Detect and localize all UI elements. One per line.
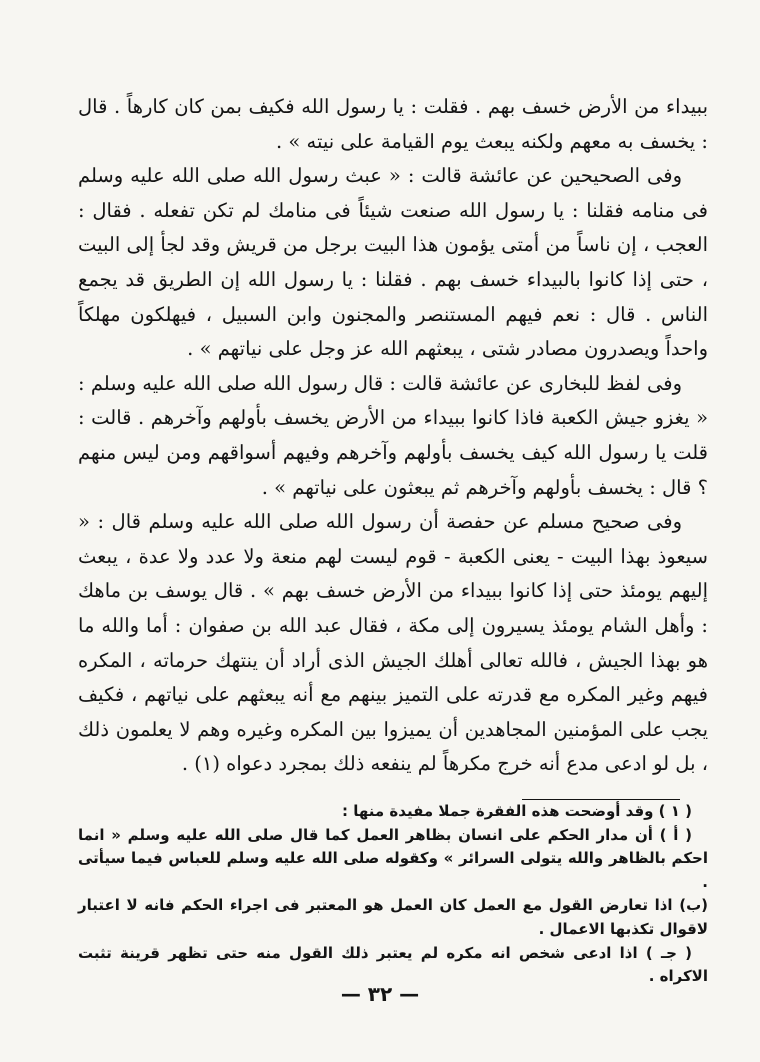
page-number: — ٣٢ — [340,982,420,1006]
footnote-c: ( جـ ) اذا ادعى شخص انه مكره لم يعتبر ذلك القول منه حتى تظهر قرينة تثبت الاكراه . [78,943,708,986]
footnote-a: ( أ ) أن مدار الحكم على انسان بظاهر العمل كما قال صلى الله عليه وسلم « انما احكم بالظاهر والله يتولى السرائر » وكقوله صلى الله عليه وسلم للعباس فيما سيأتى . [78,825,708,891]
paragraph-2: وفى الصحيحين عن عائشة قالت : « عبث رسول الله صلى الله عليه وسلم فى منامه فقلنا : يا رسول الله صنعت شيئاً فى منامك لم تكن تفعله . فقال : العجب ، إن ناساً من أمتى يؤمون هذا البيت برجل من قريش وقد لجأ إلى البيت ، حتى إذا كانوا بالبيداء خسف بهم . فقلنا : يا رسول الله إن الطريق قد يجمع الناس . قال : نعم فيهم المستنصر والمجنون وابن السبيل ، فيهلكون مهلكاً واحداً ويصدرون مصادر شتى ، يبعثهم الله عز وجل على نياتهم » . [78,164,708,361]
footnote-b: (ب) اذا تعارض القول مع العمل كان العمل هو المعتبر فى اجراء الحكم فانه لا اعتبار لاقوال تكذبها الاعمال . [78,896,708,938]
footnotes [78,800,708,989]
footnote-intro: ( ١ ) وقد أوضحت هذه الفقرة جملا مفيدة منها : [342,802,692,820]
paragraph-4: وفى صحيح مسلم عن حفصة أن رسول الله صلى الله عليه وسلم قال : « سيعوذ بهذا البيت - يعنى الكعبة - قوم ليست لهم منعة ولا عدد ولا عدة ، يبعث إليهم يومئذ حتى إذا كانوا ببيداء من الأرض خسف بهم » . قال يوسف بن ماهك : وأهل الشام يومئذ يسيرون إلى مكة ، فقال عبد الله بن صفوان : أما والله ما هو بهذا الجيش ، فالله تعالى أهلك الجيش الذى أراد أن ينتهك حرماته ، المكره فيهم وغير المكره مع قدرته على التميز بينهم مع أنه يبعثهم على نياتهم ، فكيف يجب على المؤمنين المجاهدين أن يميزوا بين المكره وغيره وهم لا يعلمون ذلك ، بل لو ادعى مدع أنه خرج مكرهاً لم ينفعه ذلك بمجرد دعواه (١) . [78,510,708,776]
main-text [78,90,708,782]
paragraph-1: ببيداء من الأرض خسف بهم . فقلت : يا رسول الله فكيف بمن كان كارهاً . قال : يخسف به معهم ولكنه يبعث يوم القيامة على نيته » . [78,95,708,153]
paragraph-3: وفى لفظ للبخارى عن عائشة قالت : قال رسول الله صلى الله عليه وسلم : « يغزو جيش الكعبة فاذا كانوا ببيداء من الأرض يخسف بأولهم وآخرهم . قالت : قلت يا رسول الله كيف يخسف بأولهم وآخرهم وفيهم أسواقهم ومن ليس منهم ؟ قال : يخسف بأولهم وآخرهم ثم يبعثون على نياتهم » . [78,371,708,499]
